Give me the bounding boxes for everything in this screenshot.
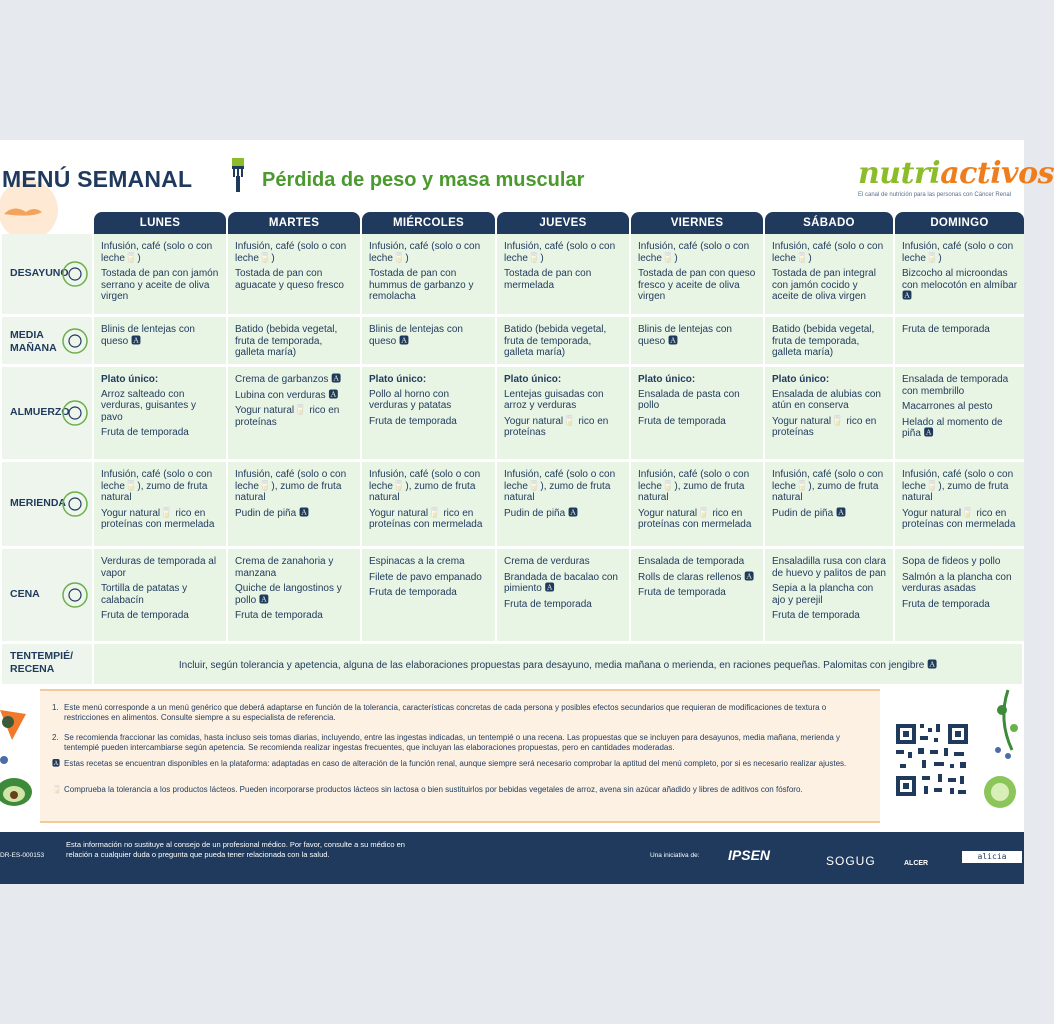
menu-cell-merienda <box>765 462 893 546</box>
menu-item: Yogur natural🥛 rico en proteínas con mermelada <box>638 507 752 530</box>
day-header: DOMINGO <box>895 212 1024 234</box>
menu-item: Pudin de piña 🅰 <box>772 507 846 519</box>
menu-item: Fruta de temporada <box>638 587 726 598</box>
menu-item: Fruta de temporada <box>369 415 457 427</box>
menu-item: Fruta de temporada <box>101 610 189 621</box>
menu-cell-merienda <box>362 462 495 546</box>
menu-item: Rolls de claras rellenos 🅰 <box>638 571 755 583</box>
menu-cell-almuerzo <box>631 367 763 459</box>
page-subtitle: Pérdida de peso y masa muscular <box>262 169 585 191</box>
menu-cell-merienda <box>228 462 360 546</box>
menu-item: Plato único: <box>504 374 562 385</box>
menu-item: Yogur natural🥛 rico en proteínas <box>504 415 609 438</box>
menu-item: Crema de garbanzos 🅰 <box>235 374 342 385</box>
alicia-logo: alicia <box>962 851 1022 863</box>
footer <box>0 832 1024 884</box>
menu-item: Yogur natural🥛 rico en proteínas <box>235 405 340 428</box>
meal-label-text: MEDIA MAÑANA <box>10 328 57 354</box>
menu-cell-media <box>362 317 495 364</box>
initiative-label: Una iniciativa de: <box>650 852 700 859</box>
menu-cell-cena <box>765 549 893 641</box>
day-header: LUNES <box>94 212 226 234</box>
menu-cell-desayuno <box>497 234 629 314</box>
menu-item: Tostada de pan con mermelada <box>504 268 592 291</box>
menu-item: Fruta de temporada <box>235 610 323 621</box>
menu-cell-media <box>497 317 629 364</box>
menu-item: Fruta de temporada <box>369 587 457 598</box>
menu-cell-desayuno <box>895 234 1024 314</box>
menu-item: Lentejas guisadas con arroz y verduras <box>504 388 604 411</box>
menu-cell-almuerzo <box>362 367 495 459</box>
menu-item: Infusión, café (solo o con leche🥛), zumo de fruta natural <box>369 469 481 503</box>
sogug-logo: SOGUG <box>826 854 876 868</box>
menu-item: Fruta de temporada <box>772 610 860 621</box>
day-header: MARTES <box>228 212 360 234</box>
menu-item: Ensalada de pasta con pollo <box>638 388 740 411</box>
menu-cell-almuerzo <box>895 367 1024 459</box>
menu-cell-almuerzo <box>94 367 226 459</box>
menu-item: Batido (bebida vegetal, fruta de temporada, galleta maría) <box>504 324 607 358</box>
menu-item: Plato único: <box>638 374 696 385</box>
menu-item: Yogur natural🥛 rico en proteínas con mermelada <box>369 507 483 530</box>
menu-cell-media <box>895 317 1024 364</box>
menu-item: Tostada de pan con hummus de garbanzo y remolacha <box>369 268 474 302</box>
menu-item: Fruta de temporada <box>504 598 592 610</box>
menu-item: Infusión, café (solo o con leche🥛) <box>504 241 616 264</box>
brand-logo: nutriactivos <box>858 156 1054 191</box>
meal-label-text: TENTEMPIÉ/ RECENA <box>10 650 74 675</box>
menu-item: Batido (bebida vegetal, fruta de temporada, galleta maría) <box>235 324 338 358</box>
menu-item: Helado al momento de piña 🅰 <box>902 416 1003 439</box>
menu-item: Infusión, café (solo o con leche🥛) <box>638 241 750 264</box>
day-header: SÁBADO <box>765 212 893 234</box>
fruit-icon <box>60 326 90 356</box>
menu-item: Blinis de lentejas con queso 🅰 <box>101 324 195 347</box>
notes-box: 1. Este menú corresponde a un menú genérico que deberá adaptarse en función de la tolerancia, características concretas de cada persona y posibles efectos secundarios que requieran de modificaciones de textura o restricciones en alimentos. Consulte siempre a su especialista de referencia. 2. Se recomienda fraccionar las comidas, hasta incluso seis tomas diarias, incluyendo, entre las ingestas indicadas, un tentempié o una recena. Las propuestas que se incluyen para desayunos, media mañana, merienda y tentempié pueden intercambiarse según apetencia. Se recomienda realizar ingestas frecuentes, que incluyan las elaboraciones propuestas, pero en cantidades moderadas. 🅰 Estas recetas se encuentran disponibles en la plataforma: adaptadas en caso de alteración de la función renal, aunque siempre será necesario comprobar la aptitud del menú completo, por si es necesario realizar ajustes. 🥛 Comprueba la tolerancia a los productos lácteos. Pueden incorporarse productos lácteos sin lactosa o bien sustituirlos por bebidas vegetales de arroz, avena sin azúcar añadido y libres de aditivos con fósforo. <box>40 689 880 823</box>
cloche-icon <box>60 580 90 610</box>
menu-item: Verduras de temporada al vapor <box>101 556 217 579</box>
menu-cell-almuerzo <box>765 367 893 459</box>
menu-item: Ensaladilla rusa con clara de huevo y palitos de pan <box>772 556 886 579</box>
menu-item: Fruta de temporada <box>902 324 990 335</box>
menu-item: Pudin de piña 🅰 <box>235 507 309 519</box>
menu-sheet <box>0 140 1054 884</box>
meal-label-desayuno <box>2 234 92 314</box>
menu-item: Ensalada de temporada con membrillo <box>902 374 1009 397</box>
menu-item: Brandada de bacalao con pimiento 🅰 <box>504 571 618 594</box>
menu-item: Infusión, café (solo o con leche🥛) <box>235 241 347 264</box>
menu-item: Tostada de pan con jamón serrano y aceite de oliva virgen <box>101 268 219 302</box>
meal-label-text: ALMUERZO <box>10 406 70 418</box>
meal-label-text: DESAYUNO <box>10 267 69 279</box>
menu-item: Yogur natural🥛 rico en proteínas con mermelada <box>101 507 215 530</box>
menu-item: Sepia a la plancha con ajo y perejil <box>772 583 874 606</box>
menu-cell-almuerzo <box>228 367 360 459</box>
menu-item: Infusión, café (solo o con leche🥛) <box>101 241 213 264</box>
meal-label-tentempie <box>2 644 92 684</box>
menu-item: Arroz salteado con verduras, guisantes y pavo <box>101 388 197 423</box>
meal-label-text: MERIENDA <box>10 497 67 509</box>
menu-item: Infusión, café (solo o con leche🥛), zumo de fruta natural <box>638 469 750 503</box>
meal-label-media <box>2 317 92 364</box>
meal-label-text: CENA <box>10 588 40 600</box>
sandwich-icon <box>60 489 90 519</box>
menu-cell-media <box>228 317 360 364</box>
plate-icon <box>60 398 90 428</box>
fork-icon <box>229 158 249 192</box>
menu-cell-desayuno <box>228 234 360 314</box>
day-header: JUEVES <box>497 212 629 234</box>
menu-cell-merienda <box>631 462 763 546</box>
menu-item: Plato único: <box>101 374 159 385</box>
menu-item: Tostada de pan con aguacate y queso fresco <box>235 268 344 291</box>
menu-item: Yogur natural🥛 rico en proteínas con mermelada <box>902 507 1016 530</box>
menu-cell-desayuno <box>765 234 893 314</box>
tentempie-text: Incluir, según tolerancia y apetencia, alguna de las elaboraciones propuestas para desayuno, media mañana o merienda, en raciones pequeñas. Palomitas con jengibre 🅰 <box>178 660 938 671</box>
menu-item: Quiche de langostinos y pollo 🅰 <box>235 583 342 606</box>
menu-item: Ensalada de alubias con atún en conserva <box>772 388 881 411</box>
menu-cell-cena <box>895 549 1024 641</box>
breakfast-icon <box>60 259 90 289</box>
day-header: VIERNES <box>631 212 763 234</box>
alcer-logo: ALCER <box>904 860 929 867</box>
menu-item: Infusión, café (solo o con leche🥛), zumo de fruta natural <box>902 469 1014 503</box>
menu-item: Yogur natural🥛 rico en proteínas <box>772 415 877 438</box>
menu-cell-cena <box>631 549 763 641</box>
menu-cell-cena <box>94 549 226 641</box>
header <box>0 140 1054 210</box>
menu-item: Infusión, café (solo o con leche🥛), zumo de fruta natural <box>504 469 616 503</box>
menu-item: Salmón a la plancha con verduras asadas <box>902 571 1012 594</box>
document-code: DR-ES-000153 <box>0 852 45 859</box>
menu-item: Bizcocho al microondas con melocotón en almíbar 🅰 <box>902 268 1018 302</box>
menu-item: Blinis de lentejas con queso 🅰 <box>638 324 732 347</box>
menu-item: Tostada de pan integral con jamón cocido y aceite de oliva virgen <box>772 268 876 302</box>
menu-item: Tortilla de patatas y calabacín <box>101 583 188 606</box>
menu-item: Plato único: <box>369 374 427 385</box>
menu-cell-almuerzo <box>497 367 629 459</box>
ipsen-logo: IPSEN <box>728 847 771 863</box>
menu-item: Blinis de lentejas con queso 🅰 <box>369 324 463 347</box>
menu-item: Pudin de piña 🅰 <box>504 507 578 519</box>
menu-item: Infusión, café (solo o con leche🥛), zumo de fruta natural <box>772 469 884 503</box>
menu-item: Fruta de temporada <box>638 415 726 427</box>
vegetables-decoration-left <box>0 700 44 820</box>
page-title: MENÚ SEMANAL <box>2 166 193 192</box>
vegetables-decoration-right <box>978 690 1024 820</box>
menu-cell-media <box>765 317 893 364</box>
menu-item: Infusión, café (solo o con leche🥛) <box>369 241 481 264</box>
qr-code[interactable] <box>894 722 970 798</box>
menu-cell-desayuno <box>94 234 226 314</box>
menu-cell-cena <box>497 549 629 641</box>
meal-label-cena <box>2 549 92 641</box>
menu-cell-desayuno <box>362 234 495 314</box>
menu-item: Espinacas a la crema <box>369 556 465 567</box>
menu-item: Infusión, café (solo o con leche🥛) <box>902 241 1014 264</box>
menu-item: Macarrones al pesto <box>902 401 993 412</box>
menu-item: Lubina con verduras 🅰 <box>235 389 339 401</box>
menu-item: Filete de pavo empanado <box>369 571 482 583</box>
meal-label-almuerzo <box>2 367 92 459</box>
menu-item: Fruta de temporada <box>902 598 990 610</box>
menu-item: Fruta de temporada <box>101 427 189 438</box>
menu-item: Crema de zanahoria y manzana <box>235 556 334 579</box>
menu-cell-desayuno <box>631 234 763 314</box>
menu-cell-merienda <box>94 462 226 546</box>
menu-item: Crema de verduras <box>504 556 590 567</box>
menu-item: Batido (bebida vegetal, fruta de temporada, galleta maría) <box>772 324 875 358</box>
menu-item: Pollo al horno con verduras y patatas <box>369 388 452 411</box>
menu-item: Plato único: <box>772 374 830 385</box>
menu-item: Infusión, café (solo o con leche🥛), zumo de fruta natural <box>101 469 213 503</box>
menu-item: Ensalada de temporada <box>638 556 745 567</box>
menu-cell-media <box>631 317 763 364</box>
brand-tagline: El canal de nutrición para las personas con Cáncer Renal <box>858 192 1012 198</box>
menu-cell-merienda <box>497 462 629 546</box>
menu-item: Tostada de pan con queso fresco y aceite de oliva virgen <box>638 268 756 302</box>
menu-cell-media <box>94 317 226 364</box>
menu-cell-merienda <box>895 462 1024 546</box>
menu-item: Sopa de fideos y pollo <box>902 556 1001 567</box>
menu-item: Infusión, café (solo o con leche🥛) <box>772 241 884 264</box>
day-header: MIÉRCOLES <box>362 212 495 234</box>
menu-cell-cena <box>362 549 495 641</box>
meal-label-merienda <box>2 462 92 546</box>
menu-item: Infusión, café (solo o con leche🥛), zumo de fruta natural <box>235 469 347 503</box>
footer-disclaimer: Esta información no sustituye al consejo de un profesional médico. Por favor, consulte a su médico en relación a cualquier duda o pregunta que pueda tener relacionada con la salud. <box>66 840 405 859</box>
menu-cell-cena <box>228 549 360 641</box>
